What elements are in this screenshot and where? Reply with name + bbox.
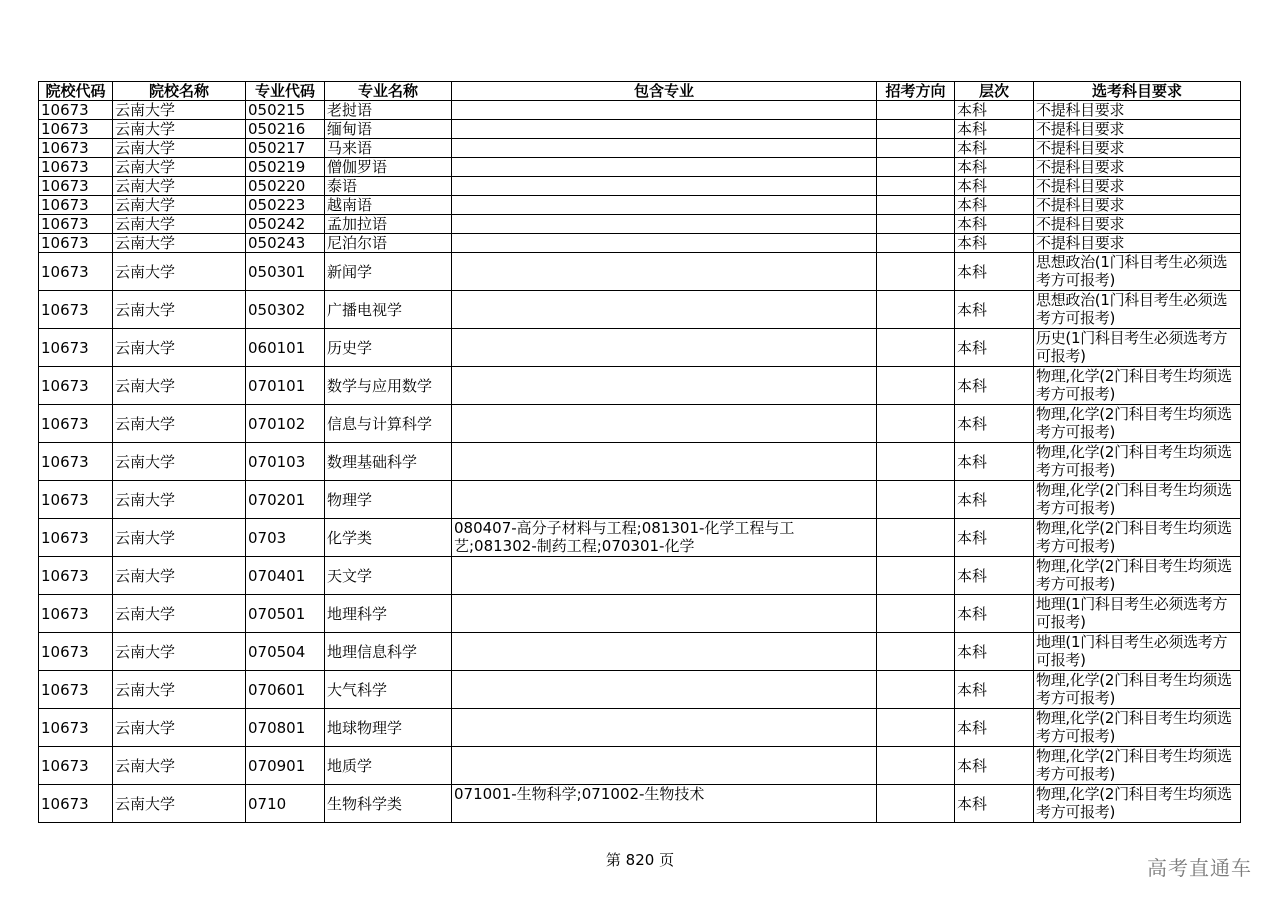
cell-direction <box>877 158 955 177</box>
cell-major-name: 大气科学 <box>325 671 452 709</box>
table-row <box>39 196 1241 215</box>
cell-direction <box>877 101 955 120</box>
cell-major-code: 050219 <box>246 158 325 177</box>
cell-subject-requirement: 不提科目要求 <box>1034 120 1241 139</box>
table-row <box>39 234 1241 253</box>
cell-school-name: 云南大学 <box>113 633 246 671</box>
cell-subject-requirement: 不提科目要求 <box>1034 139 1241 158</box>
cell-major-name: 生物科学类 <box>325 785 452 823</box>
cell-school-code: 10673 <box>39 367 113 405</box>
cell-level: 本科 <box>955 329 1034 367</box>
cell-school-code: 10673 <box>39 101 113 120</box>
cell-school-name: 云南大学 <box>113 671 246 709</box>
cell-school-name: 云南大学 <box>113 101 246 120</box>
cell-major-name: 天文学 <box>325 557 452 595</box>
cell-subject-requirement: 物理,化学(2门科目考生均须选考方可报考) <box>1034 709 1241 747</box>
cell-direction <box>877 177 955 196</box>
cell-major-name: 地理科学 <box>325 595 452 633</box>
cell-school-code: 10673 <box>39 671 113 709</box>
cell-direction <box>877 481 955 519</box>
cell-major-code: 070201 <box>246 481 325 519</box>
cell-subject-requirement: 不提科目要求 <box>1034 234 1241 253</box>
cell-major-code: 070101 <box>246 367 325 405</box>
cell-school-code: 10673 <box>39 196 113 215</box>
cell-direction <box>877 519 955 557</box>
cell-subject-requirement: 物理,化学(2门科目考生均须选考方可报考) <box>1034 405 1241 443</box>
cell-school-name: 云南大学 <box>113 747 246 785</box>
cell-included-majors <box>452 633 877 671</box>
cell-included-majors <box>452 747 877 785</box>
header-level: 层次 <box>955 82 1034 101</box>
cell-major-name: 数学与应用数学 <box>325 367 452 405</box>
cell-subject-requirement: 物理,化学(2门科目考生均须选考方可报考) <box>1034 481 1241 519</box>
cell-school-code: 10673 <box>39 120 113 139</box>
cell-direction <box>877 139 955 158</box>
cell-school-name: 云南大学 <box>113 443 246 481</box>
cell-school-code: 10673 <box>39 519 113 557</box>
cell-level: 本科 <box>955 557 1034 595</box>
table-row <box>39 329 1241 367</box>
cell-included-majors <box>452 158 877 177</box>
cell-included-majors <box>452 443 877 481</box>
cell-major-name: 历史学 <box>325 329 452 367</box>
cell-major-name: 地理信息科学 <box>325 633 452 671</box>
cell-school-name: 云南大学 <box>113 177 246 196</box>
cell-major-code: 050223 <box>246 196 325 215</box>
cell-direction <box>877 595 955 633</box>
cell-school-code: 10673 <box>39 443 113 481</box>
page-number: 第 820 页 <box>605 851 675 869</box>
cell-school-code: 10673 <box>39 709 113 747</box>
cell-level: 本科 <box>955 101 1034 120</box>
cell-major-name: 物理学 <box>325 481 452 519</box>
cell-direction <box>877 747 955 785</box>
cell-level: 本科 <box>955 120 1034 139</box>
cell-major-code: 050220 <box>246 177 325 196</box>
cell-major-name: 信息与计算科学 <box>325 405 452 443</box>
cell-subject-requirement: 思想政治(1门科目考生必须选考方可报考) <box>1034 253 1241 291</box>
cell-included-majors <box>452 709 877 747</box>
cell-major-code: 050217 <box>246 139 325 158</box>
cell-included-majors <box>452 139 877 158</box>
cell-level: 本科 <box>955 785 1034 823</box>
cell-major-code: 060101 <box>246 329 325 367</box>
table-row <box>39 158 1241 177</box>
table-row <box>39 177 1241 196</box>
table-row <box>39 595 1241 633</box>
cell-level: 本科 <box>955 633 1034 671</box>
cell-major-name: 老挝语 <box>325 101 452 120</box>
cell-major-name: 越南语 <box>325 196 452 215</box>
cell-major-code: 050243 <box>246 234 325 253</box>
cell-level: 本科 <box>955 405 1034 443</box>
cell-subject-requirement: 物理,化学(2门科目考生均须选考方可报考) <box>1034 519 1241 557</box>
cell-level: 本科 <box>955 595 1034 633</box>
cell-major-name: 僧伽罗语 <box>325 158 452 177</box>
cell-direction <box>877 709 955 747</box>
cell-level: 本科 <box>955 367 1034 405</box>
table-row <box>39 443 1241 481</box>
cell-level: 本科 <box>955 158 1034 177</box>
cell-major-code: 050215 <box>246 101 325 120</box>
cell-school-code: 10673 <box>39 253 113 291</box>
cell-school-name: 云南大学 <box>113 253 246 291</box>
table-row <box>39 709 1241 747</box>
cell-school-code: 10673 <box>39 139 113 158</box>
cell-direction <box>877 671 955 709</box>
cell-subject-requirement: 不提科目要求 <box>1034 158 1241 177</box>
cell-major-code: 0710 <box>246 785 325 823</box>
cell-school-code: 10673 <box>39 329 113 367</box>
cell-level: 本科 <box>955 253 1034 291</box>
cell-included-majors: 071001-生物科学;071002-生物技术 <box>452 785 877 823</box>
major-table <box>38 81 1241 823</box>
cell-included-majors <box>452 557 877 595</box>
cell-major-code: 0703 <box>246 519 325 557</box>
cell-subject-requirement: 不提科目要求 <box>1034 101 1241 120</box>
header-included-majors: 包含专业 <box>452 82 877 101</box>
cell-major-name: 广播电视学 <box>325 291 452 329</box>
cell-school-name: 云南大学 <box>113 196 246 215</box>
cell-major-code: 050216 <box>246 120 325 139</box>
table-row <box>39 139 1241 158</box>
cell-included-majors <box>452 671 877 709</box>
cell-subject-requirement: 物理,化学(2门科目考生均须选考方可报考) <box>1034 747 1241 785</box>
cell-level: 本科 <box>955 215 1034 234</box>
table-body <box>39 101 1241 823</box>
cell-included-majors <box>452 481 877 519</box>
cell-level: 本科 <box>955 196 1034 215</box>
cell-major-code: 070103 <box>246 443 325 481</box>
header-major-code: 专业代码 <box>246 82 325 101</box>
cell-school-name: 云南大学 <box>113 329 246 367</box>
cell-school-name: 云南大学 <box>113 785 246 823</box>
cell-school-code: 10673 <box>39 595 113 633</box>
cell-level: 本科 <box>955 481 1034 519</box>
table-row <box>39 519 1241 557</box>
cell-direction <box>877 291 955 329</box>
cell-school-name: 云南大学 <box>113 139 246 158</box>
cell-direction <box>877 234 955 253</box>
cell-level: 本科 <box>955 443 1034 481</box>
cell-direction <box>877 557 955 595</box>
cell-school-name: 云南大学 <box>113 709 246 747</box>
cell-direction <box>877 329 955 367</box>
header-subject-requirement: 选考科目要求 <box>1034 82 1241 101</box>
header-school-name: 院校名称 <box>113 82 246 101</box>
cell-major-name: 地质学 <box>325 747 452 785</box>
table-row <box>39 557 1241 595</box>
cell-subject-requirement: 地理(1门科目考生必须选考方可报考) <box>1034 633 1241 671</box>
cell-subject-requirement: 物理,化学(2门科目考生均须选考方可报考) <box>1034 557 1241 595</box>
table-header-row <box>39 82 1241 101</box>
cell-included-majors <box>452 177 877 196</box>
cell-direction <box>877 443 955 481</box>
cell-school-name: 云南大学 <box>113 158 246 177</box>
cell-major-name: 孟加拉语 <box>325 215 452 234</box>
cell-subject-requirement: 地理(1门科目考生必须选考方可报考) <box>1034 595 1241 633</box>
table-row <box>39 120 1241 139</box>
table-row <box>39 747 1241 785</box>
cell-level: 本科 <box>955 139 1034 158</box>
cell-major-name: 缅甸语 <box>325 120 452 139</box>
table-row <box>39 215 1241 234</box>
cell-direction <box>877 120 955 139</box>
cell-included-majors <box>452 234 877 253</box>
cell-subject-requirement: 物理,化学(2门科目考生均须选考方可报考) <box>1034 671 1241 709</box>
cell-major-code: 070901 <box>246 747 325 785</box>
cell-direction <box>877 367 955 405</box>
cell-school-code: 10673 <box>39 481 113 519</box>
cell-included-majors <box>452 196 877 215</box>
cell-school-code: 10673 <box>39 291 113 329</box>
cell-included-majors <box>452 253 877 291</box>
cell-school-code: 10673 <box>39 747 113 785</box>
cell-included-majors <box>452 291 877 329</box>
cell-included-majors <box>452 367 877 405</box>
cell-school-name: 云南大学 <box>113 595 246 633</box>
cell-school-name: 云南大学 <box>113 120 246 139</box>
cell-major-name: 新闻学 <box>325 253 452 291</box>
cell-level: 本科 <box>955 671 1034 709</box>
cell-subject-requirement: 思想政治(1门科目考生必须选考方可报考) <box>1034 291 1241 329</box>
table-row <box>39 367 1241 405</box>
table-row <box>39 633 1241 671</box>
header-direction: 招考方向 <box>877 82 955 101</box>
cell-major-code: 070504 <box>246 633 325 671</box>
cell-included-majors: 080407-高分子材料与工程;081301-化学工程与工艺;081302-制药工程;070301-化学 <box>452 519 877 557</box>
cell-school-code: 10673 <box>39 405 113 443</box>
table-row <box>39 481 1241 519</box>
cell-subject-requirement: 物理,化学(2门科目考生均须选考方可报考) <box>1034 443 1241 481</box>
cell-included-majors <box>452 101 877 120</box>
cell-subject-requirement: 不提科目要求 <box>1034 177 1241 196</box>
cell-subject-requirement: 物理,化学(2门科目考生均须选考方可报考) <box>1034 785 1241 823</box>
cell-school-name: 云南大学 <box>113 291 246 329</box>
cell-subject-requirement: 历史(1门科目考生必须选考方可报考) <box>1034 329 1241 367</box>
cell-school-name: 云南大学 <box>113 367 246 405</box>
cell-subject-requirement: 不提科目要求 <box>1034 215 1241 234</box>
cell-level: 本科 <box>955 519 1034 557</box>
cell-major-code: 070501 <box>246 595 325 633</box>
cell-level: 本科 <box>955 709 1034 747</box>
cell-included-majors <box>452 329 877 367</box>
cell-major-code: 050302 <box>246 291 325 329</box>
cell-school-code: 10673 <box>39 177 113 196</box>
cell-school-name: 云南大学 <box>113 234 246 253</box>
cell-direction <box>877 785 955 823</box>
table-row <box>39 253 1241 291</box>
cell-school-code: 10673 <box>39 215 113 234</box>
cell-included-majors <box>452 405 877 443</box>
cell-school-code: 10673 <box>39 557 113 595</box>
cell-subject-requirement: 不提科目要求 <box>1034 196 1241 215</box>
table-row <box>39 405 1241 443</box>
cell-school-name: 云南大学 <box>113 519 246 557</box>
cell-major-code: 050301 <box>246 253 325 291</box>
table-row <box>39 785 1241 823</box>
cell-major-code: 070401 <box>246 557 325 595</box>
cell-major-name: 尼泊尔语 <box>325 234 452 253</box>
table-row <box>39 291 1241 329</box>
cell-major-name: 马来语 <box>325 139 452 158</box>
cell-included-majors <box>452 215 877 234</box>
cell-school-code: 10673 <box>39 633 113 671</box>
cell-school-code: 10673 <box>39 234 113 253</box>
cell-direction <box>877 405 955 443</box>
cell-major-code: 070102 <box>246 405 325 443</box>
cell-school-code: 10673 <box>39 158 113 177</box>
cell-school-name: 云南大学 <box>113 481 246 519</box>
cell-major-name: 数理基础科学 <box>325 443 452 481</box>
cell-level: 本科 <box>955 291 1034 329</box>
table-row <box>39 101 1241 120</box>
cell-included-majors <box>452 595 877 633</box>
cell-level: 本科 <box>955 177 1034 196</box>
cell-major-code: 070601 <box>246 671 325 709</box>
cell-school-name: 云南大学 <box>113 557 246 595</box>
cell-direction <box>877 215 955 234</box>
cell-level: 本科 <box>955 747 1034 785</box>
cell-direction <box>877 196 955 215</box>
cell-major-code: 050242 <box>246 215 325 234</box>
cell-subject-requirement: 物理,化学(2门科目考生均须选考方可报考) <box>1034 367 1241 405</box>
cell-major-name: 地球物理学 <box>325 709 452 747</box>
watermark: 高考直通车 <box>1147 856 1252 880</box>
cell-direction <box>877 253 955 291</box>
cell-school-code: 10673 <box>39 785 113 823</box>
header-school-code: 院校代码 <box>39 82 113 101</box>
cell-level: 本科 <box>955 234 1034 253</box>
cell-major-name: 泰语 <box>325 177 452 196</box>
table-row <box>39 671 1241 709</box>
cell-school-name: 云南大学 <box>113 215 246 234</box>
header-major-name: 专业名称 <box>325 82 452 101</box>
cell-direction <box>877 633 955 671</box>
cell-major-name: 化学类 <box>325 519 452 557</box>
cell-included-majors <box>452 120 877 139</box>
cell-school-name: 云南大学 <box>113 405 246 443</box>
cell-major-code: 070801 <box>246 709 325 747</box>
